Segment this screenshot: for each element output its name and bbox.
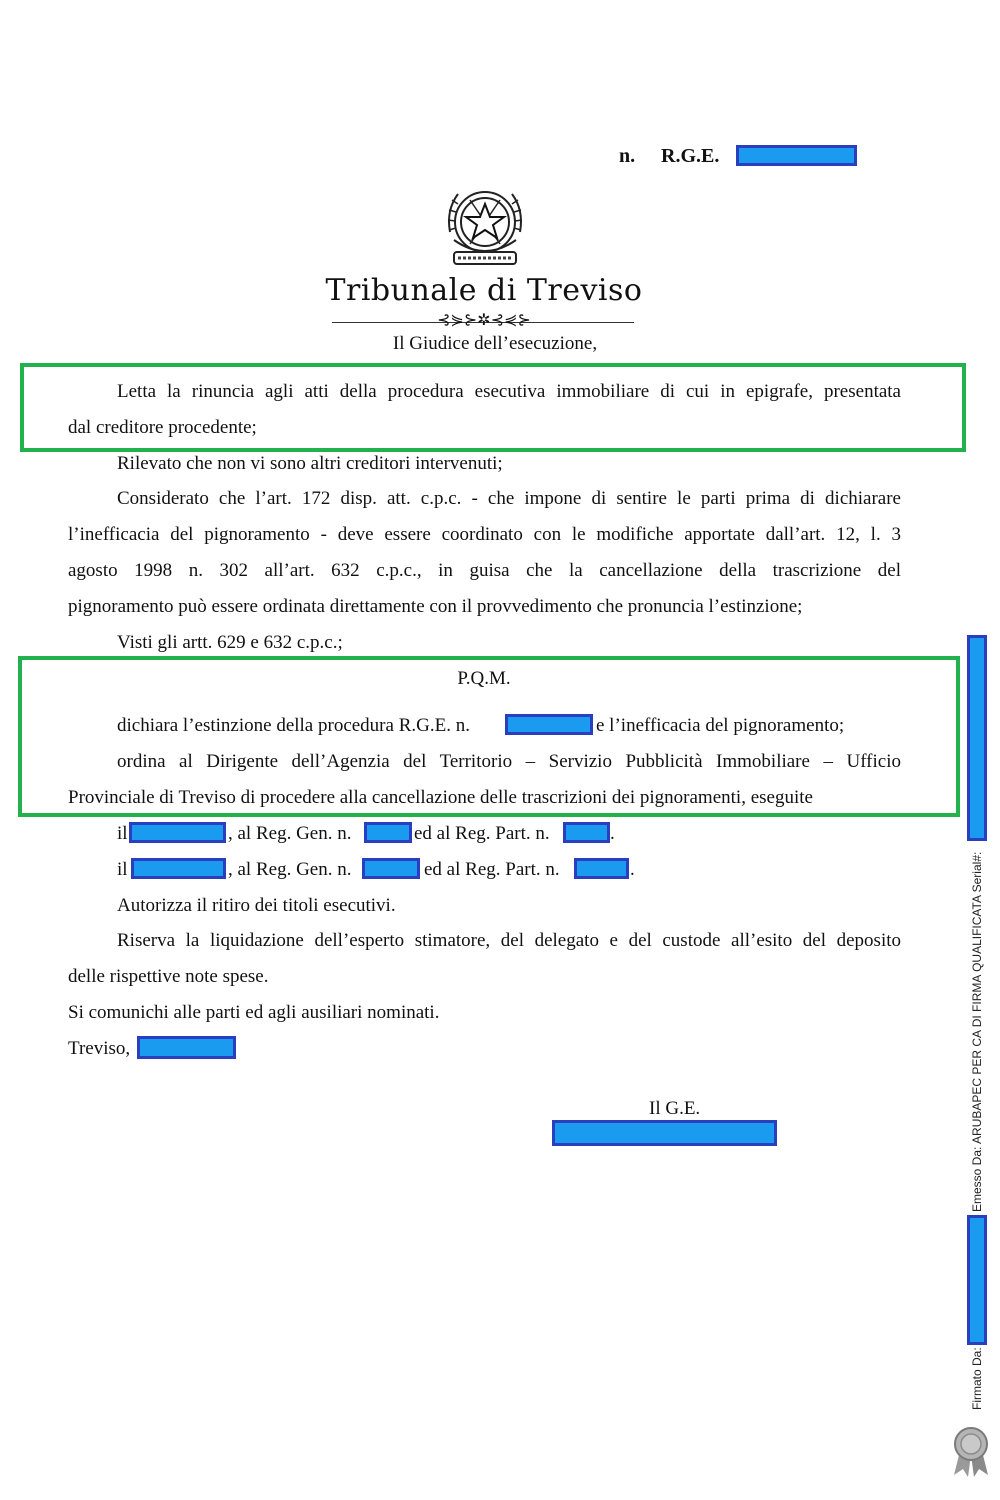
side-emesso-text: Emesso Da: ARUBAPEC PER CA DI FIRMA QUALIFICATA Serial#: <box>970 851 984 1212</box>
redacted-serial <box>967 635 987 841</box>
paragraph-autorizza: Autorizza il ritiro dei titoli esecutivi. <box>117 895 396 916</box>
paragraph-rilevato: Rilevato che non vi sono altri creditori intervenuti; <box>117 453 503 474</box>
reg2-reg-gen: , al Reg. Gen. n. <box>228 859 352 880</box>
judge-heading: Il Giudice dell’esecuzione, <box>392 333 598 354</box>
redacted-date-1 <box>129 822 226 843</box>
ordina-line2: Provinciale di Treviso di procedere alla cancellazione delle trascrizioni dei pignoramenti, eseguite <box>68 787 813 808</box>
reg1-reg-part: ed al Reg. Part. n. <box>414 823 550 844</box>
dichiara-text-a: dichiara l’estinzione della procedura R.G.E. n. <box>117 715 470 736</box>
place-treviso: Treviso, <box>68 1038 131 1059</box>
redacted-signer <box>967 1215 987 1345</box>
header-rge-label: R.G.E. <box>661 145 720 167</box>
certificate-seal-icon <box>950 1425 992 1477</box>
signature-label: Il G.E. <box>649 1098 701 1119</box>
dichiara-text-b: e l’inefficacia del pignoramento; <box>596 715 845 736</box>
reg1-dot: . <box>610 823 615 844</box>
paragraph-considerato-line1: Considerato che l’art. 172 disp. att. c.p.c. - che impone di sentire le parti prima di dichiarare <box>117 488 901 509</box>
redacted-judge-name <box>552 1120 777 1146</box>
emblem-repubblica-italiana-icon <box>440 180 530 272</box>
paragraph-considerato-line2: l’inefficacia del pignoramento - deve essere coordinato con le modifiche apportate dall’art. 12, l. 3 <box>68 524 901 545</box>
paragraph-rinuncia-line1: Letta la rinuncia agli atti della procedura esecutiva immobiliare di cui in epigrafe, presentata <box>117 381 901 402</box>
paragraph-visti: Visti gli artt. 629 e 632 c.p.c.; <box>117 632 343 653</box>
reg2-reg-part: ed al Reg. Part. n. <box>424 859 560 880</box>
pqm-heading: P.Q.M. <box>457 668 511 689</box>
court-title: Tribunale di Treviso <box>325 273 643 308</box>
ordina-line1: ordina al Dirigente dell’Agenzia del Territorio – Servizio Pubblicità Immobiliare – Ufficio <box>117 751 901 772</box>
reg2-dot: . <box>630 859 635 880</box>
redacted-date-treviso <box>137 1036 236 1059</box>
redacted-reg-gen-1 <box>364 822 412 843</box>
redacted-reg-part-1 <box>563 822 610 843</box>
paragraph-considerato-line4: pignoramento può essere ordinata direttamente con il provvedimento che pronuncia l’estinzione; <box>68 596 803 617</box>
header-n-label: n. <box>619 145 636 167</box>
redacted-rge-number-2 <box>505 714 593 735</box>
reg1-reg-gen: , al Reg. Gen. n. <box>228 823 352 844</box>
redacted-rge-number <box>736 145 857 166</box>
paragraph-comunichi: Si comunichi alle parti ed agli ausiliari nominati. <box>68 1002 440 1023</box>
redacted-reg-part-2 <box>574 858 629 879</box>
side-firmato-text: Firmato Da: <box>970 1347 984 1410</box>
paragraph-riserva-line2: delle rispettive note spese. <box>68 966 269 987</box>
paragraph-riserva-line1: Riserva la liquidazione dell’esperto stimatore, del delegato e del custode all’esito del deposito <box>117 930 901 951</box>
redacted-reg-gen-2 <box>362 858 420 879</box>
reg2-il: il <box>117 859 128 880</box>
title-ornament: ⊰⋟⊱✲⊰⋞⊱ <box>437 310 531 329</box>
paragraph-considerato-line3: agosto 1998 n. 302 all’art. 632 c.p.c., in guisa che la cancellazione della trascrizione del <box>68 560 901 581</box>
paragraph-rinuncia-line2: dal creditore procedente; <box>68 417 257 438</box>
redacted-date-2 <box>131 858 226 879</box>
reg1-il: il <box>117 823 128 844</box>
